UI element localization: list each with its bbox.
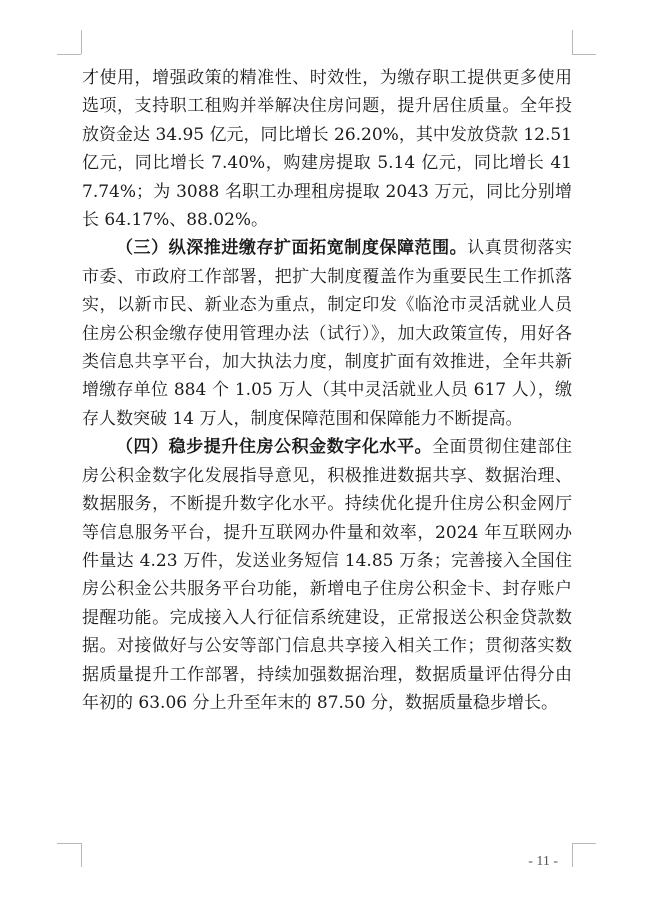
paragraph-investment (82, 64, 572, 234)
section-heading: （四）稳步提升住房公积金数字化水平。 (116, 437, 433, 458)
paragraph-text: 才使用，增强政策的精准性、时效性，为缴存职工提供更多使用选项，支持职工租购并举解决住房问题，提升居住质量。全年投放资金达 34.95 亿元，同比增长 26.20%，其中发放贷款 12.51 亿元，同比增长 7.40%，购建房提取 5.14 亿元，同比增长 417.74%；为 3088 名职工办理租房提取 2043 万元，同比分别增长 64.17%、88.02%。 (82, 68, 572, 231)
crop-mark-top-left-v (81, 30, 82, 54)
crop-mark-bottom-left-h (57, 843, 81, 844)
section-heading: （三）纵深推进缴存扩面拓宽制度保障范围。 (116, 238, 468, 259)
body-text (82, 64, 572, 717)
paragraph-coverage-expansion (82, 234, 572, 433)
crop-mark-top-right-h (572, 54, 596, 55)
crop-mark-top-right-v (572, 30, 573, 54)
paragraph-digitalization (82, 433, 572, 717)
crop-mark-top-left-h (57, 54, 81, 55)
crop-mark-bottom-right-h (572, 843, 596, 844)
page-number: - 11 - (528, 854, 558, 869)
crop-mark-bottom-right-v (572, 843, 573, 867)
paragraph-text: 全面贯彻住建部住房公积金数字化发展指导意见，积极推进数据共享、数据治理、数据服务，不断提升数字化水平。持续优化提升住房公积金网厅等信息服务平台，提升互联网办件量和效率，2024 年互联网办件量达 4.23 万件，发送业务短信 14.85 万条；完善接入全国住房公积金公共服务平台功能，新增电子住房公积金卡、封存账户提醒功能。完成接入人行征信系统建设，正常报送公积金贷款数据。对接做好与公安等部门信息共享接入相关工作；贯彻落实数据质量提升工作部署，持续加强数据治理，数据质量评估得分由年初的 63.06 分上升至年末的 87.50 分，数据质量稳步增长。 (82, 437, 573, 713)
crop-mark-bottom-left-v (81, 843, 82, 867)
paragraph-text: 认真贯彻落实市委、市政府工作部署，把扩大制度覆盖作为重要民生工作抓落实，以新市民、新业态为重点，制定印发《临沧市灵活就业人员住房公积金缴存使用管理办法（试行）》，加大政策宣传，用好各类信息共享平台，加大执法力度，制度扩面有效推进，全年共新增缴存单位 884 个 1.05 万人（其中灵活就业人员 617 人），缴存人数突破 14 万人，制度保障范围和保障能力不断提高。 (82, 238, 573, 429)
